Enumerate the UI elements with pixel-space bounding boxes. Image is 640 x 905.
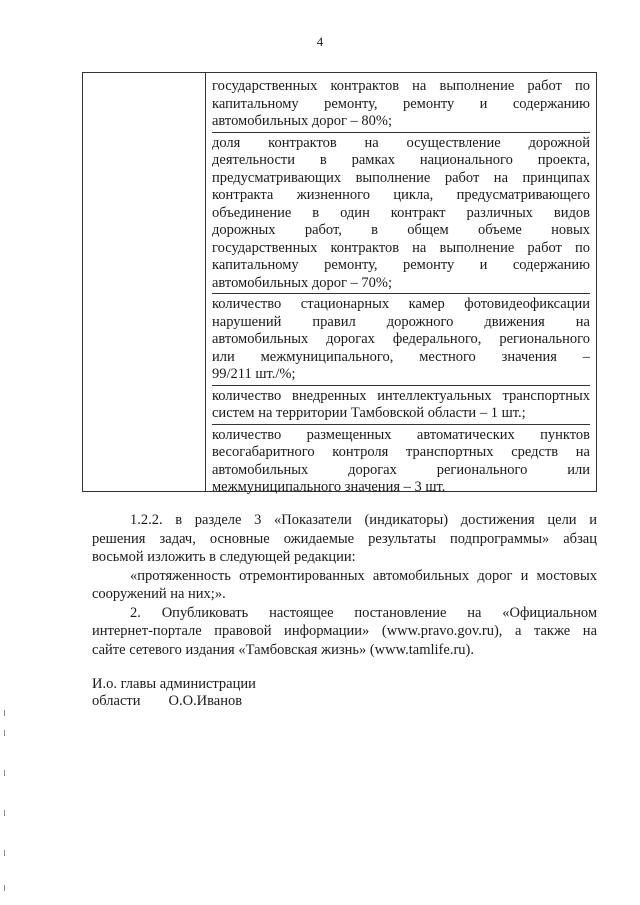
- paragraph-line: решения задач, основные ожидаемые результаты подпрограммы» абзац: [92, 530, 597, 547]
- paragraph-line: сооружений на них;».: [92, 586, 226, 602]
- paragraph-line: интернет-портале правовой информации» (www.pravo.gov.ru), а также на: [92, 623, 597, 639]
- table-line: или межмуниципального, местного значения –: [212, 348, 590, 365]
- table-line: межмуниципального значения – 3 шт.: [212, 479, 446, 495]
- table-line: систем на территории Тамбовской области – 1 шт.;: [212, 405, 526, 421]
- table-line: автомобильных дорог – 80%;: [212, 113, 393, 129]
- table-line: весогабаритного контроля транспортных средств на: [212, 444, 590, 460]
- paragraph: [92, 567, 597, 604]
- table-left-cell: [83, 73, 206, 491]
- table-entry: [212, 425, 590, 498]
- table-line: количество стационарных камер фотовидеофиксации: [212, 296, 590, 312]
- table-entry: [212, 294, 590, 386]
- paragraph-line: сайте сетевого издания «Тамбовская жизнь» (www.tamlife.ru).: [92, 641, 474, 658]
- table-line: доля контрактов на осуществление дорожной: [212, 134, 590, 151]
- table-line: объединение в один контракт различных видов: [212, 204, 590, 221]
- signature-name: О.О.Иванов: [168, 693, 243, 709]
- table-line: автомобильных дорогах регионального или: [212, 461, 590, 478]
- paragraph: [92, 511, 597, 567]
- paragraph-line: 1.2.2. в разделе 3 «Показатели (индикаторы) достижения цели и: [130, 512, 597, 528]
- table-line: государственных контрактов на выполнение работ по: [212, 239, 590, 256]
- table-line: количество внедренных интеллектуальных транспортных: [212, 387, 590, 404]
- table-entry: [212, 76, 590, 133]
- table-line: государственных контрактов на выполнение работ по: [212, 78, 590, 94]
- signature-title-line2: области: [92, 693, 141, 709]
- signature-row: [92, 693, 256, 710]
- table-entry: [212, 386, 590, 425]
- table-line: дорожных работ, в общем объеме новых: [212, 222, 590, 238]
- signature-block: [92, 676, 256, 710]
- paragraph-line: 2. Опубликовать настоящее постановление на «Официальном: [130, 604, 597, 621]
- indicators-table: [82, 72, 597, 495]
- table-line: капитальному ремонту, ремонту и содержанию: [212, 257, 590, 273]
- table-right-cell: [206, 73, 596, 495]
- body-text: [92, 511, 597, 659]
- table-line: контракта жизненного цикла, предусматривающего: [212, 187, 590, 203]
- table-line: предусматривающих выполнение работ на принципах: [212, 169, 590, 186]
- table-entry: [212, 133, 590, 295]
- paragraph: [92, 604, 597, 660]
- table-line: количество размещенных автоматических пунктов: [212, 426, 590, 443]
- signature-title-line1: И.о. главы администрации: [92, 676, 256, 692]
- page-number: 4: [316, 34, 324, 49]
- table-line: автомобильных дорогах федерального, регионального: [212, 331, 590, 347]
- table-line: нарушений правил дорожного движения на: [212, 313, 590, 330]
- table-line: деятельности в рамках национального проекта,: [212, 152, 590, 168]
- margin-marks: [4, 700, 6, 900]
- paragraph-line: восьмой изложить в следующей редакции:: [92, 549, 356, 565]
- table-line: капитальному ремонту, ремонту и содержанию: [212, 95, 590, 112]
- table-line: автомобильных дорог – 70%;: [212, 274, 393, 291]
- table-line: 99/211 шт./%;: [212, 366, 296, 382]
- paragraph-line: «протяженность отремонтированных автомобильных дорог и мостовых: [130, 567, 597, 584]
